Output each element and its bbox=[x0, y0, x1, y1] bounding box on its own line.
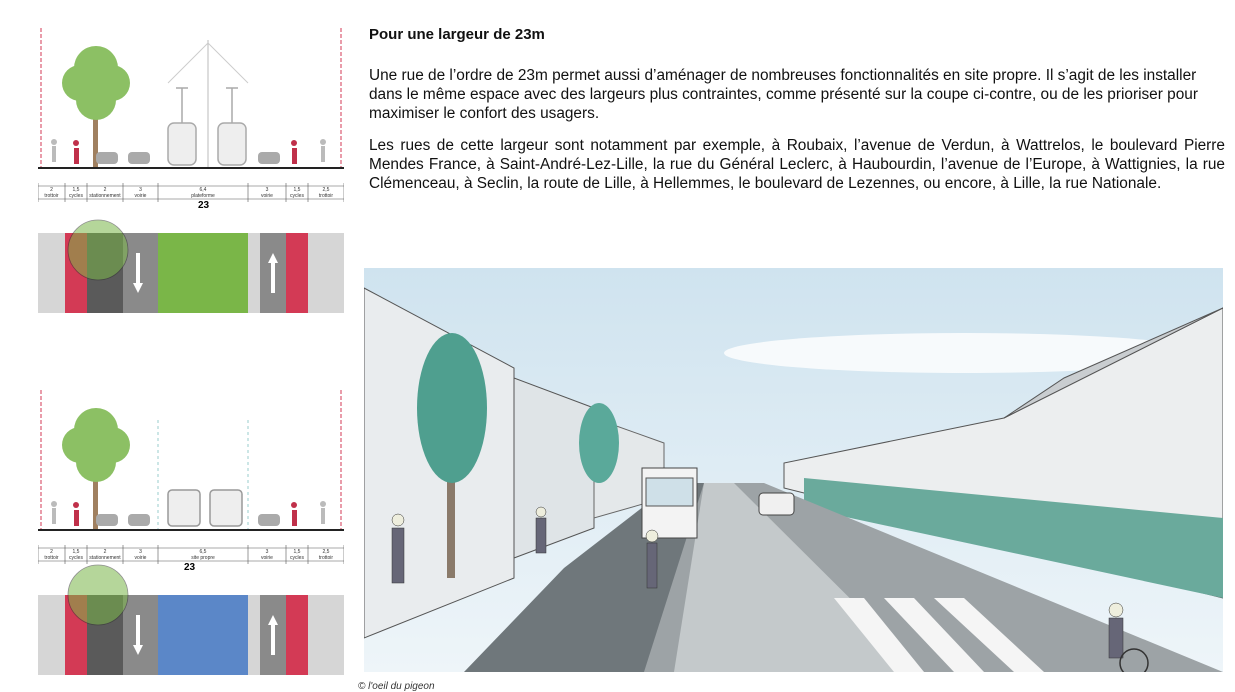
lane-width-label: 3 bbox=[265, 549, 269, 555]
lane-name-label: cycles bbox=[69, 193, 83, 199]
lane-width-label: 2,5 bbox=[322, 187, 330, 193]
lane-width-label: 3 bbox=[265, 187, 269, 193]
lane-name-label: cycles bbox=[69, 555, 83, 561]
bus-icon bbox=[168, 490, 242, 526]
section-title: Pour une largeur de 23m bbox=[369, 26, 545, 43]
lane-name-label: voirie bbox=[261, 193, 273, 199]
lane-strip bbox=[286, 233, 308, 313]
lane-width-label: 1,5 bbox=[72, 549, 80, 555]
lane-width-label: 3 bbox=[139, 187, 142, 193]
lane-name-label: voirie bbox=[261, 555, 273, 561]
lane-name-label: plateforme bbox=[191, 193, 215, 199]
lane-width-label: 6,5 bbox=[199, 549, 207, 555]
lane-name-label: trottoir bbox=[318, 555, 334, 561]
lane-width-label: 1,5 bbox=[72, 187, 80, 193]
tram-icon bbox=[168, 88, 246, 165]
lane-name-label: cycles bbox=[290, 193, 304, 199]
lane-width-label: 3 bbox=[139, 549, 142, 555]
cyclist-icon bbox=[73, 140, 79, 164]
lane-width-label: 1,5 bbox=[293, 187, 301, 193]
lane-width-label: 6,4 bbox=[199, 187, 207, 193]
lane-name-label: cycles bbox=[290, 555, 304, 561]
lane-name-label: voirie bbox=[134, 193, 147, 199]
lane-strip bbox=[123, 595, 158, 675]
lane-strip bbox=[158, 233, 248, 313]
lane-strip bbox=[286, 595, 308, 675]
lane-width-label: 1,5 bbox=[293, 549, 301, 555]
lane-width-label: 2 bbox=[50, 549, 53, 555]
intro-paragraph: Une rue de l’ordre de 23m permet aussi d’aménager de nombreuses fonctionnalités en site propre. Il s’agit de les installer dans le même espace avec des largeurs plus contraintes, comme présenté sur la coupe ci-contre, ou de les prioriser pour maximiser le confort des usagers. bbox=[369, 67, 1198, 122]
lane-strip bbox=[158, 595, 248, 675]
street-section-bus-diagram bbox=[38, 390, 344, 676]
examples-paragraph: Les rues de cette largeur sont notamment par exemple, à Roubaix, l’avenue de Verdun, à Wattrelos, le boulevard Pierre Mendes France, à Saint-André-Lez-Lille, la rue du Général Leclerc, à Haubourdin, l’avenue de l’Europe, à Wattignies, la rue Clémenceau, à Seclin, la route de Lille, à Hellemmes, le boulevard de Lezennes, ou encore, à Lille, la rue Nationale. bbox=[369, 137, 1225, 192]
tree-icon bbox=[62, 408, 130, 530]
lane-name-label: trottoir bbox=[44, 555, 59, 561]
lane-strip bbox=[123, 233, 158, 313]
lane-width-label: 2 bbox=[50, 187, 53, 193]
lane-name-label: trottoir bbox=[318, 193, 334, 199]
total-width-label: 23 bbox=[184, 562, 196, 573]
lane-name-label: site propre bbox=[191, 555, 215, 561]
total-width-label: 23 bbox=[198, 200, 210, 211]
lane-name-label: stationnement bbox=[89, 555, 121, 561]
lane-width-label: 2 bbox=[103, 549, 107, 555]
lane-name-label: trottoir bbox=[44, 193, 59, 199]
lane-width-label: 2,5 bbox=[322, 549, 330, 555]
tree-icon bbox=[62, 46, 130, 168]
lane-width-label: 2 bbox=[103, 187, 107, 193]
lane-name-label: stationnement bbox=[89, 193, 121, 199]
photo-credit: © l'oeil du pigeon bbox=[358, 681, 435, 692]
street-perspective-illustration bbox=[364, 268, 1223, 672]
lane-name-label: voirie bbox=[134, 555, 147, 561]
street-section-tram-diagram bbox=[38, 28, 344, 314]
pedestrian-icon bbox=[51, 139, 57, 162]
